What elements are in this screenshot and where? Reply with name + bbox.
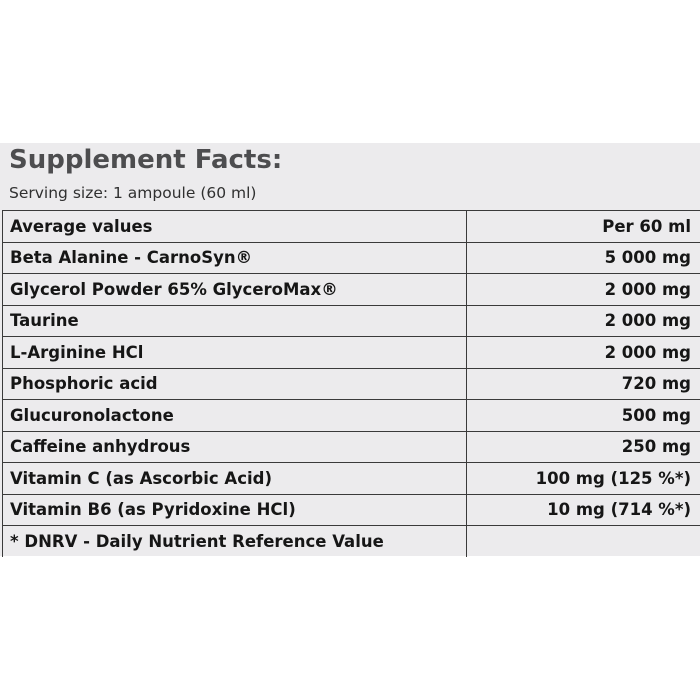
ingredient-name: Glucuronolactone bbox=[3, 400, 467, 432]
header-average-values: Average values bbox=[3, 211, 467, 243]
table-row bbox=[3, 368, 700, 400]
ingredient-name: Caffeine anhydrous bbox=[3, 431, 467, 463]
ingredient-amount: 2 000 mg bbox=[467, 274, 700, 306]
table-row bbox=[3, 463, 700, 495]
ingredient-amount: 500 mg bbox=[467, 400, 700, 432]
table-row bbox=[3, 494, 700, 526]
ingredient-name: Vitamin B6 (as Pyridoxine HCl) bbox=[3, 494, 467, 526]
table-row bbox=[3, 431, 700, 463]
table-row bbox=[3, 400, 700, 432]
footnote-empty-cell bbox=[467, 526, 700, 557]
dnrv-footnote: * DNRV - Daily Nutrient Reference Value bbox=[3, 526, 467, 557]
table-header-row bbox=[3, 211, 700, 243]
ingredient-amount: 250 mg bbox=[467, 431, 700, 463]
table-row bbox=[3, 337, 700, 369]
ingredient-amount: 720 mg bbox=[467, 368, 700, 400]
table-row bbox=[3, 242, 700, 274]
table-row bbox=[3, 274, 700, 306]
serving-size: Serving size: 1 ampoule (60 ml) bbox=[9, 184, 257, 202]
ingredient-amount: 2 000 mg bbox=[467, 337, 700, 369]
table-row bbox=[3, 305, 700, 337]
ingredient-amount: 5 000 mg bbox=[467, 242, 700, 274]
ingredient-name: Beta Alanine - CarnoSyn® bbox=[3, 242, 467, 274]
ingredient-name: Taurine bbox=[3, 305, 467, 337]
supplement-facts-title: Supplement Facts: bbox=[9, 145, 283, 175]
footnote-row bbox=[3, 526, 700, 557]
header-per-60ml: Per 60 ml bbox=[467, 211, 700, 243]
ingredient-name: Phosphoric acid bbox=[3, 368, 467, 400]
ingredient-name: Glycerol Powder 65% GlyceroMax® bbox=[3, 274, 467, 306]
supplement-facts-table bbox=[2, 210, 700, 557]
ingredient-name: L-Arginine HCl bbox=[3, 337, 467, 369]
ingredient-amount: 10 mg (714 %*) bbox=[467, 494, 700, 526]
ingredient-amount: 2 000 mg bbox=[467, 305, 700, 337]
ingredient-amount: 100 mg (125 %*) bbox=[467, 463, 700, 495]
ingredient-name: Vitamin C (as Ascorbic Acid) bbox=[3, 463, 467, 495]
